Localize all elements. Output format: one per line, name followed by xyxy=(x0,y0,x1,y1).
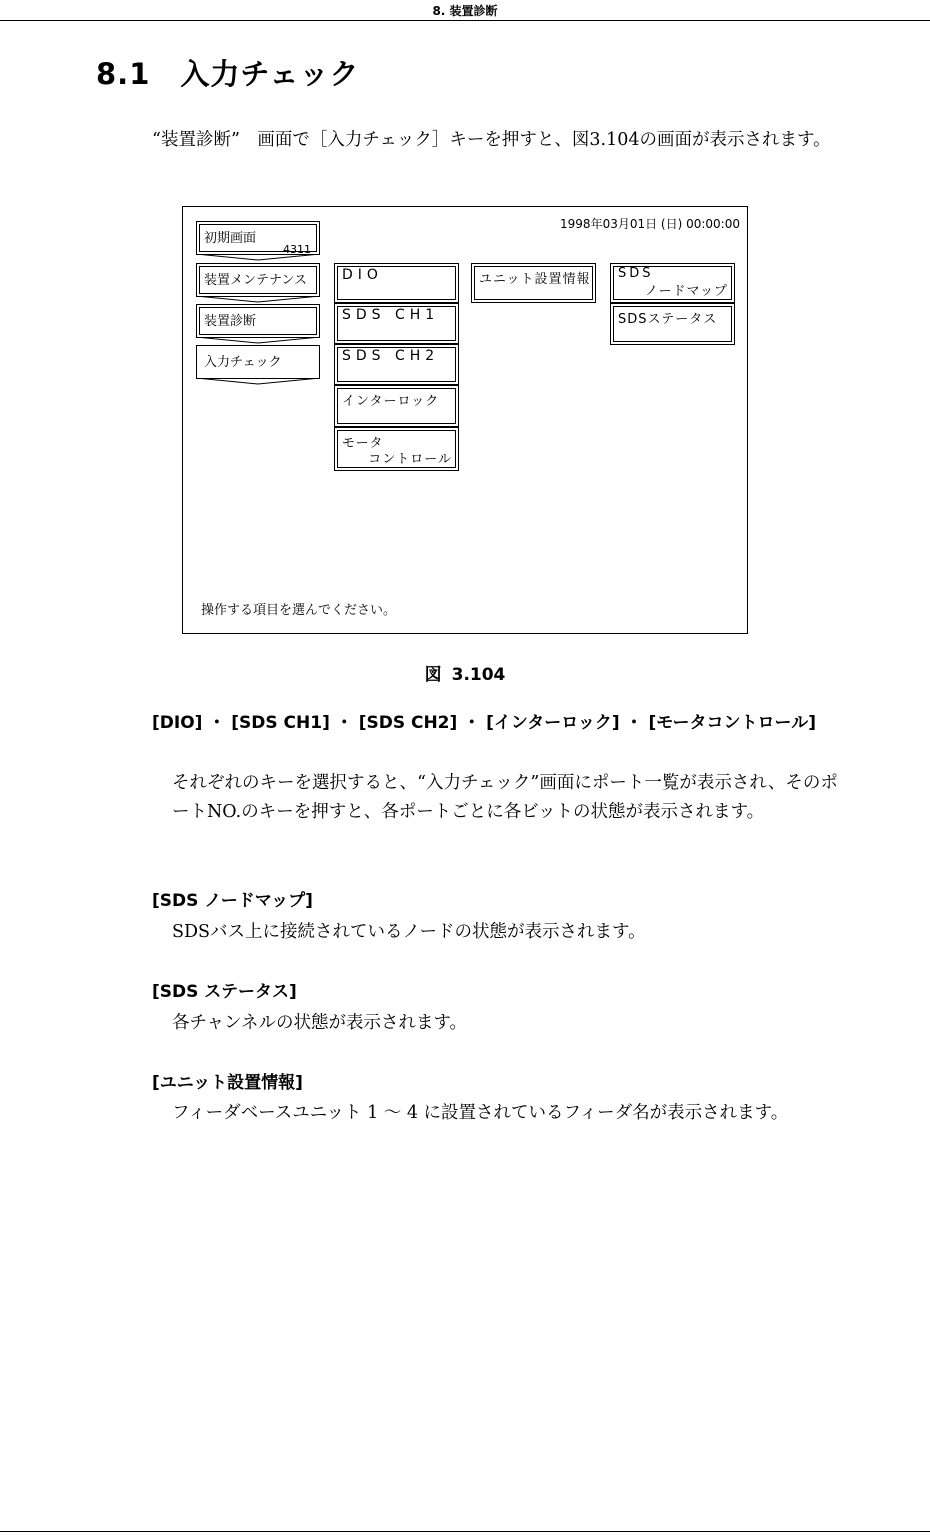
key-label-line2: コントロール xyxy=(368,452,452,467)
sds-ch2-key[interactable] xyxy=(334,344,459,385)
page-header-text: 8. 装置診断 xyxy=(432,4,498,18)
breadcrumb-device-diagnosis[interactable] xyxy=(196,304,320,344)
screen-datetime: 1998年03月01日 (日) 00:00:00 xyxy=(560,217,740,231)
screen-code: 4311 xyxy=(283,243,311,256)
item-body: 各チャンネルの状態が表示されます。 xyxy=(172,1013,468,1033)
figure-label: 図 xyxy=(424,665,442,685)
breadcrumb-label: 装置メンテナンス xyxy=(204,273,307,288)
key-label: SDS CH1 xyxy=(342,307,440,323)
key-label-line1: モータ xyxy=(342,436,384,451)
breadcrumb-box xyxy=(196,304,320,338)
breadcrumb-label: 入力チェック xyxy=(204,355,282,370)
key-label: SDSステータス xyxy=(618,312,718,327)
page-footer-rule xyxy=(0,1531,930,1532)
breadcrumb-initial-screen[interactable] xyxy=(196,221,320,261)
arrow-down-icon xyxy=(196,254,320,261)
key-label-line1: SDS xyxy=(618,266,654,281)
key-label: インターロック xyxy=(342,394,440,409)
interlock-key[interactable] xyxy=(334,385,459,427)
motor-control-key[interactable] xyxy=(334,427,459,471)
screen-guide-message: 操作する項目を選んでください。 xyxy=(201,603,397,618)
item-heading: [DIO] ・ [SDS CH1] ・ [SDS CH2] ・ [インターロック] ・ [モータコントロール] xyxy=(152,713,816,733)
breadcrumb-input-check xyxy=(196,345,320,385)
device-screen-figure xyxy=(182,206,748,634)
breadcrumb-label: 初期画面 xyxy=(204,231,257,246)
item-heading: [ユニット設置情報] xyxy=(152,1073,303,1093)
sds-ch1-key[interactable] xyxy=(334,303,459,344)
unit-install-info-key[interactable] xyxy=(471,263,596,303)
section-title-text: 入力チェック xyxy=(180,57,360,91)
item-body: それぞれのキーを選択すると、“入力チェック”画面にポート一覧が表示され、そのポートNO.のキーを押すと、各ポートごとに各ビットの状態が表示されます。 xyxy=(172,773,838,822)
item-body: フィーダベースユニット 1 ～ 4 に設置されているフィーダ名が表示されます。 xyxy=(172,1103,789,1123)
figure-number: 3.104 xyxy=(451,665,506,685)
page-header xyxy=(0,0,930,21)
item-body: SDSバス上に接続されているノードの状態が表示されます。 xyxy=(172,922,646,942)
breadcrumb-label: 装置診断 xyxy=(204,314,257,329)
intro-paragraph: “装置診断” 画面で［入力チェック］キーを押すと、図3.104の画面が表示されます。 xyxy=(152,130,831,150)
item-heading: [SDS ステータス] xyxy=(152,982,297,1002)
arrow-down-icon xyxy=(196,296,320,303)
key-label: SDS CH2 xyxy=(342,348,440,364)
breadcrumb-box xyxy=(196,345,320,379)
section-number: 8.1 xyxy=(96,57,151,91)
breadcrumb-device-maintenance[interactable] xyxy=(196,263,320,303)
sds-status-key[interactable] xyxy=(610,303,735,345)
breadcrumb-box xyxy=(196,221,320,255)
key-label: ユニット設置情報 xyxy=(479,272,591,287)
sds-node-map-key[interactable] xyxy=(610,263,735,303)
section-title xyxy=(96,52,360,93)
figure-caption xyxy=(0,660,930,685)
item-heading: [SDS ノードマップ] xyxy=(152,891,313,911)
arrow-down-icon xyxy=(196,337,320,344)
key-label: DIO xyxy=(342,267,383,283)
breadcrumb-box xyxy=(196,263,320,297)
key-label-line2: ノードマップ xyxy=(644,284,728,299)
dio-key[interactable] xyxy=(334,263,459,303)
arrow-down-icon xyxy=(196,378,320,385)
